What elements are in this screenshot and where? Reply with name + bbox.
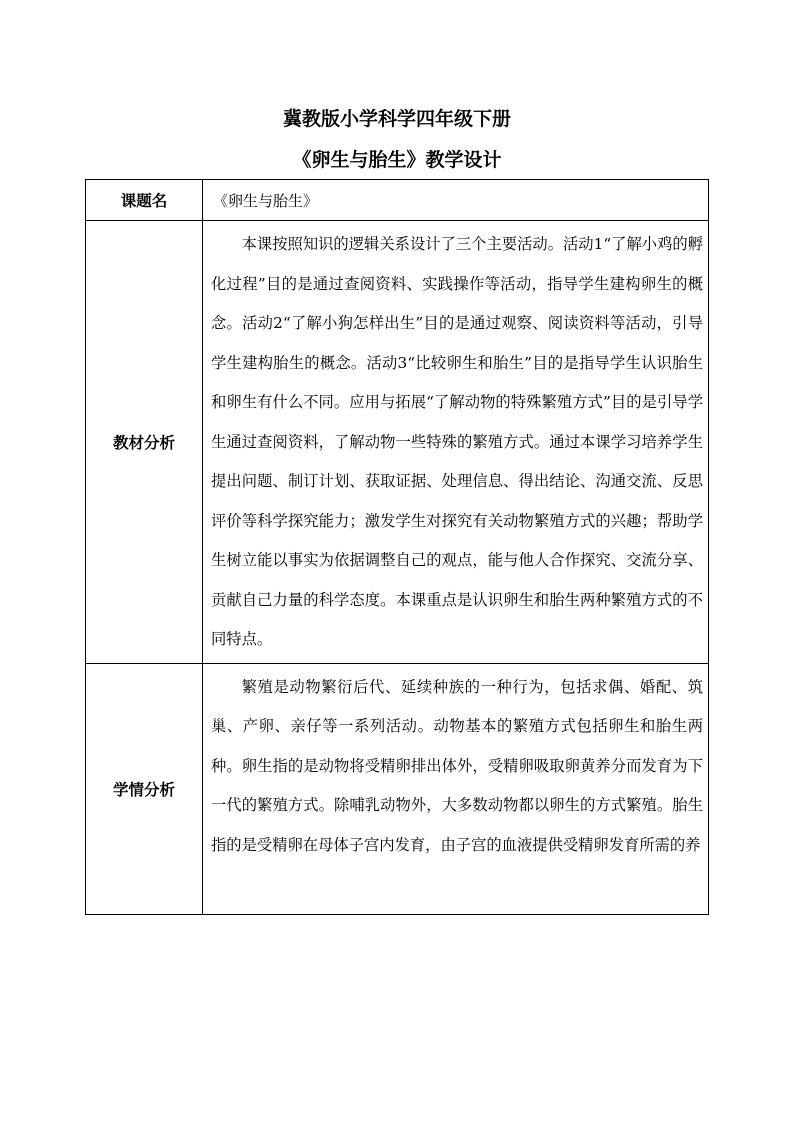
- row-label-material-analysis: 教材分析: [86, 221, 203, 664]
- document-subtitle: 《卵生与胎生》教学设计: [292, 149, 502, 171]
- topic-value: 《卵生与胎生》: [203, 180, 709, 221]
- table-row-student-analysis: [86, 663, 709, 914]
- row-label-student-analysis: 学情分析: [86, 663, 203, 914]
- student-analysis-text: 繁殖是动物繁衍后代、延续种族的一种行为，包括求偶、婚配、筑巢、产卵、亲仔等一系列活动。动物基本的繁殖方式包括卵生和胎生两种。卵生指的是动物将受精卵排出体外，受精卵吸取卵黄养分而发育为下一代的繁殖方式。除哺乳动物外，大多数动物都以卵生的方式繁殖。胎生指的是受精卵在母体子宫内发育，由子宫的血液提供受精卵发育所需的养: [211, 677, 703, 854]
- table-row-material-analysis: [86, 221, 709, 664]
- table-row-topic: [86, 180, 709, 221]
- lesson-design-table: [85, 179, 709, 915]
- row-label-topic: 课题名: [86, 180, 203, 221]
- material-analysis-text: 本课按照知识的逻辑关系设计了三个主要活动。活动1“了解小鸡的孵化过程”目的是通过查阅资料、实践操作等活动，指导学生建构卵生的概念。活动2“了解小狗怎样出生”目的是通过观察、阅读资料等活动，引导学生建构胎生的概念。活动3“比较卵生和胎生”目的是指导学生认识胎生和卵生有什么不同。应用与拓展“了解动物的特殊繁殖方式”目的是引导学生通过查阅资料，了解动物一些特殊的繁殖方式。通过本课学习培养学生提出问题、制订计划、获取证据、处理信息、得出结论、沟通交流、反思评价等科学探究能力；激发学生对探究有关动物繁殖方式的兴趣；帮助学生树立能以事实为依据调整自己的观点，能与他人合作探究、交流分享、贡献自己力量的科学态度。本课重点是认识卵生和胎生两种繁殖方式的不同特点。: [211, 235, 703, 648]
- document-title: 冀教版小学科学四年级下册: [282, 108, 511, 130]
